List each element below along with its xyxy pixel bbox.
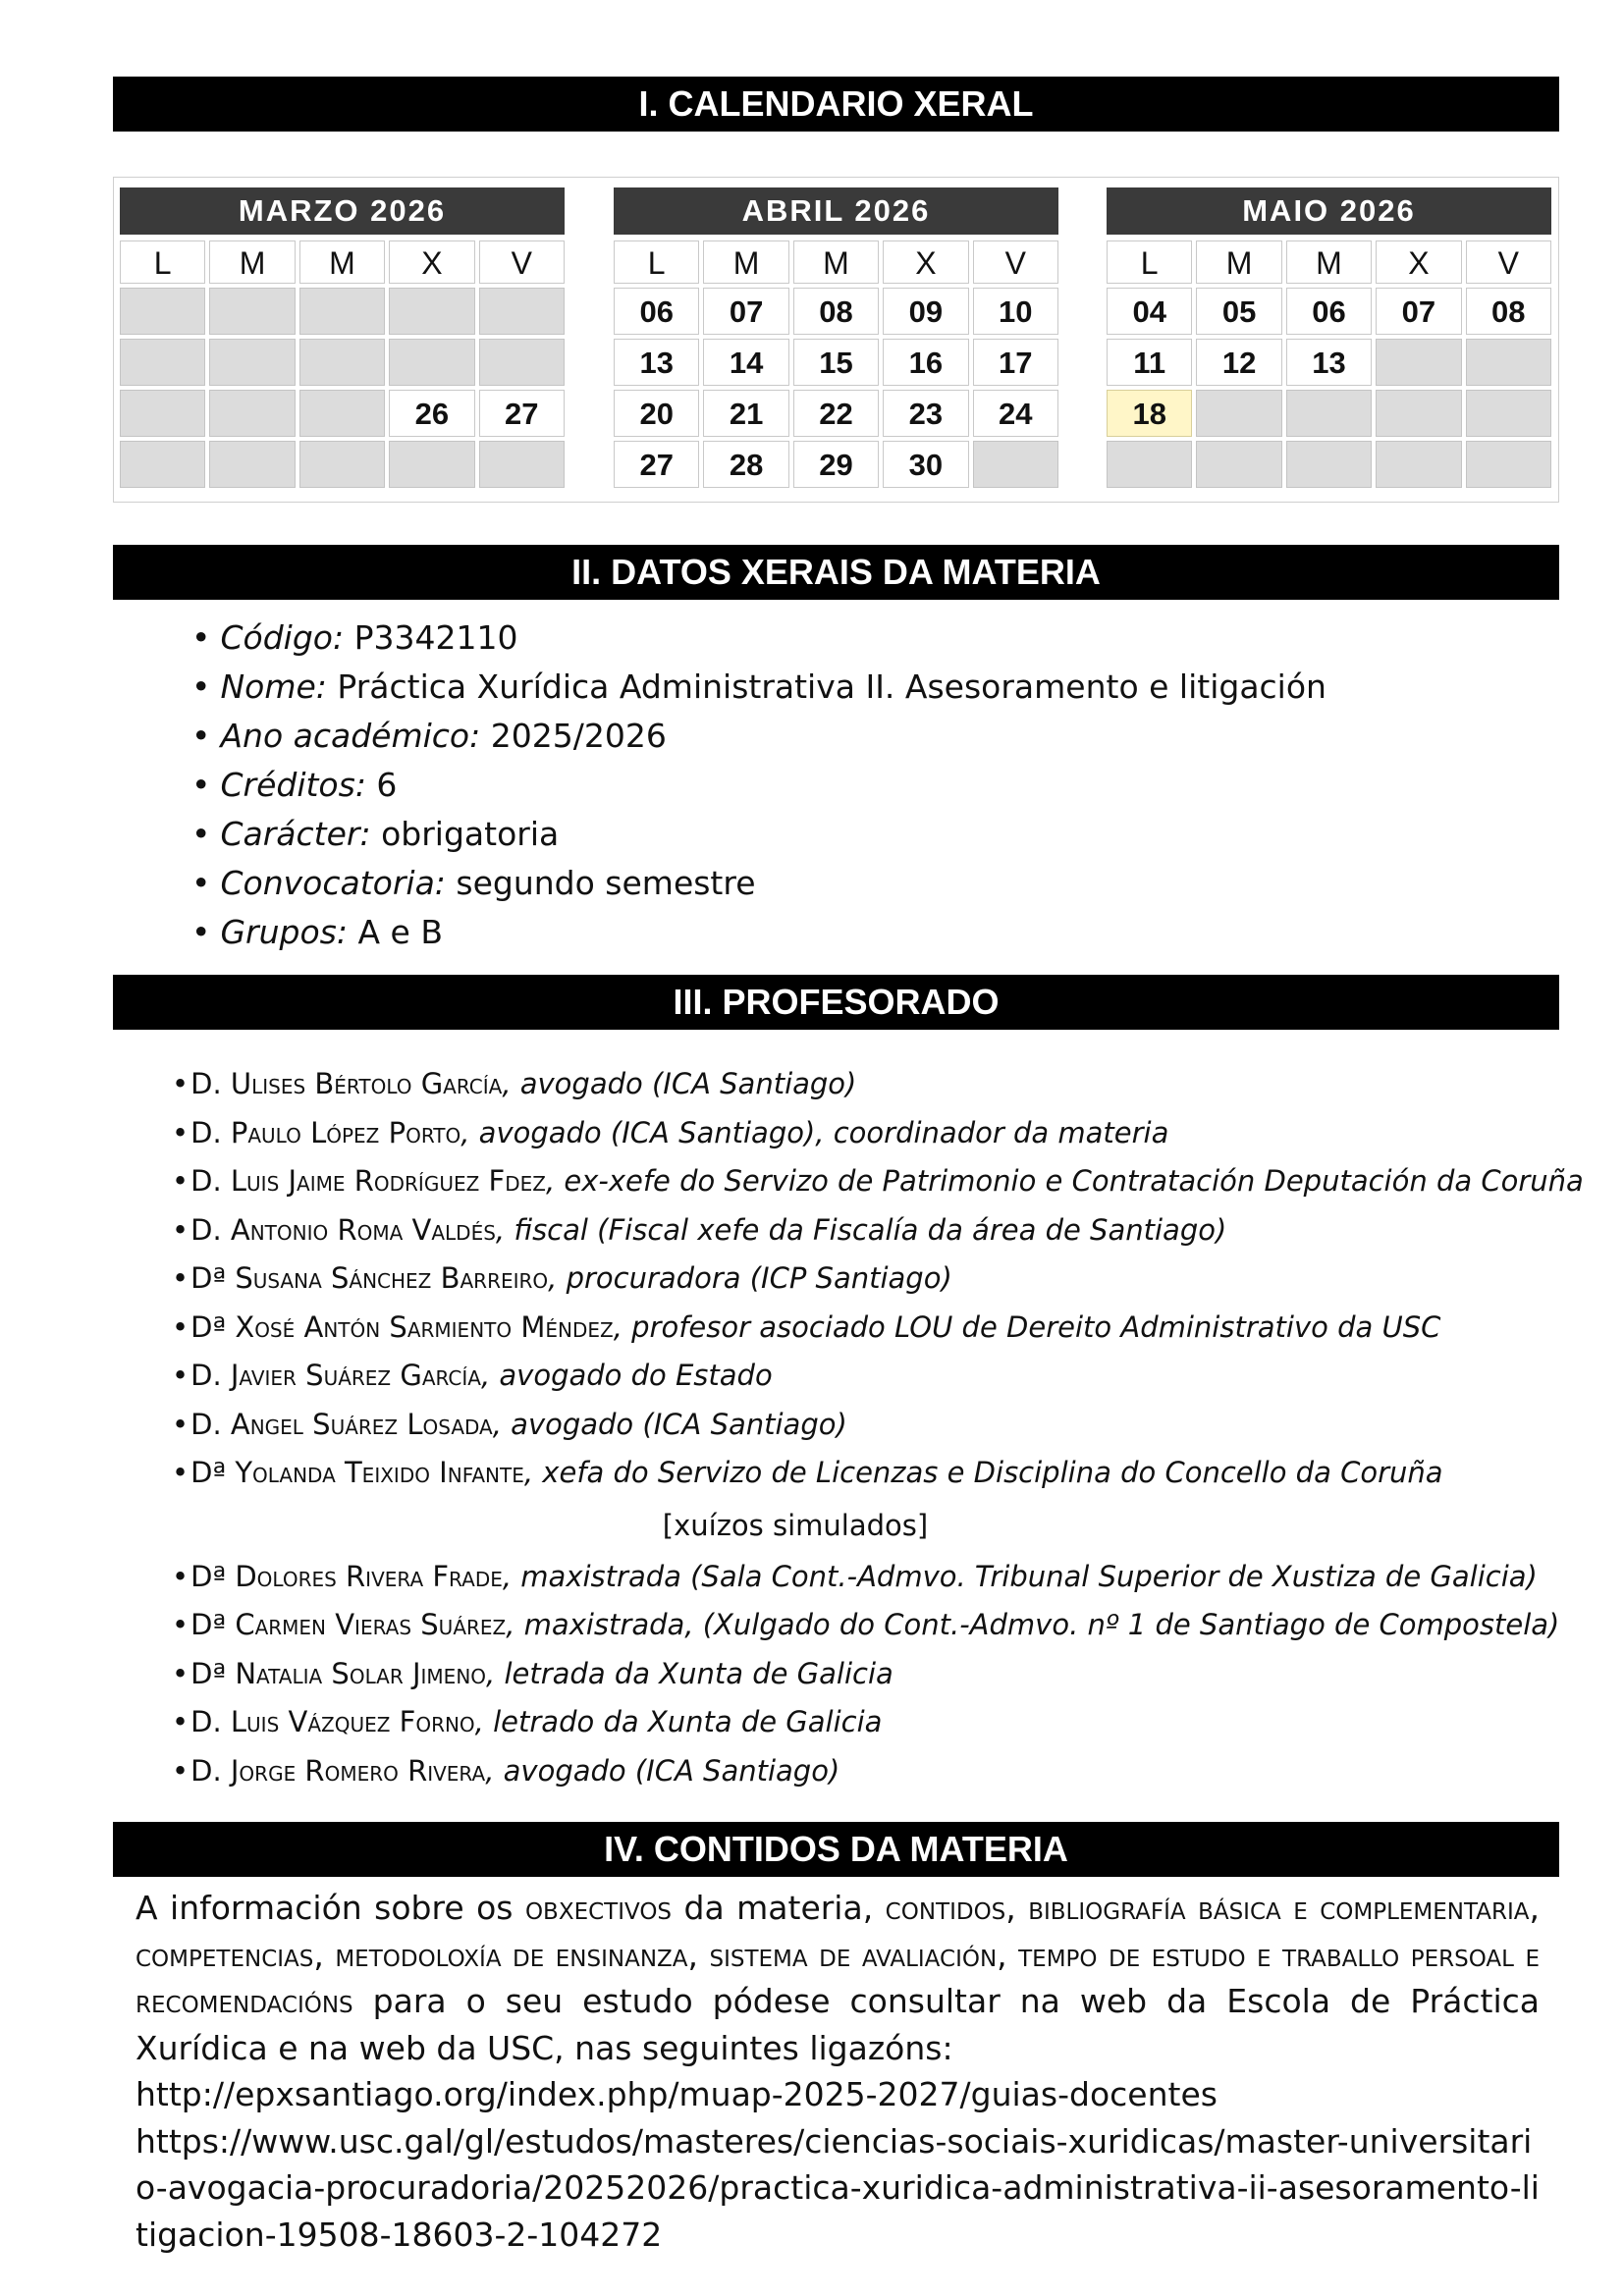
profesor-item [172, 1650, 1584, 1699]
profesor-item [172, 1157, 1584, 1206]
contidos-t2: obxectivos [524, 1889, 673, 1927]
datos-label: Ano académico: [220, 717, 481, 755]
section-title-datos: II. DATOS XERAIS DA MATERIA [113, 545, 1559, 600]
calendar-empty-cell [389, 441, 474, 488]
profesor-item [172, 1553, 1584, 1602]
profesor-name: D. Angel Suárez Losada [190, 1407, 493, 1441]
calendar-empty-cell [1196, 441, 1281, 488]
month-marzo [120, 187, 565, 500]
profesor-desc: , avogado (ICA Santiago) [492, 1407, 847, 1441]
contidos-t1: A información sobre os [135, 1889, 525, 1927]
calendar-day: 04 [1107, 288, 1192, 335]
link-usc[interactable]: https://www.usc.gal/gl/estudos/masteres/ciencias-sociais-xuridicas/master-universitario-avogacia-procuradoria/20252026/practica-xuridica-administrativa-ii-asesoramento-litigacion-19508-18603-2-104272 [135, 2121, 1540, 2254]
calendar-empty-cell [479, 441, 565, 488]
calendar-day: 27 [614, 441, 699, 488]
weekday-header: V [1466, 240, 1551, 284]
calendar-empty-cell [1466, 339, 1551, 386]
profesor-desc: , fiscal (Fiscal xefe da Fiscalía da área de Santiago) [495, 1212, 1227, 1247]
weekday-header: M [1286, 240, 1372, 284]
profesor-desc: , avogado (ICA Santiago), coordinador da materia [460, 1115, 1169, 1149]
profesor-desc: , profesor asociado LOU de Dereito Administrativo da USC [613, 1309, 1441, 1344]
calendar-day: 10 [973, 288, 1058, 335]
weekday-header: L [120, 240, 205, 284]
datos-label: Código: [220, 618, 345, 657]
calendar-empty-cell [1286, 441, 1372, 488]
datos-item [191, 908, 1326, 957]
profesor-name: Dª Xosé Antón Sarmiento Méndez [190, 1309, 614, 1344]
month-grid [120, 240, 565, 488]
calendar-empty-cell [209, 339, 295, 386]
section-title-calendario: I. CALENDARIO XERAL [113, 77, 1559, 132]
profesor-item [172, 1206, 1584, 1255]
weekday-header: L [614, 240, 699, 284]
calendar-day: 29 [793, 441, 879, 488]
profesor-desc: , avogado (ICA Santiago) [485, 1753, 840, 1788]
calendar-day: 18 [1107, 390, 1192, 437]
calendar-empty-cell [299, 339, 385, 386]
calendar-day: 12 [1196, 339, 1281, 386]
calendar-day: 28 [703, 441, 788, 488]
profesor-name: Dª Carmen Vieras Suárez [190, 1608, 507, 1641]
profesor-name: Dª Susana Sánchez Barreiro [190, 1261, 549, 1295]
profesor-item [172, 1601, 1584, 1650]
calendar-day: 30 [883, 441, 968, 488]
profesor-item [172, 1060, 1584, 1109]
calendar-day: 06 [614, 288, 699, 335]
profesor-desc: , avogado do Estado [480, 1359, 773, 1392]
weekday-header: V [973, 240, 1058, 284]
calendar-day: 15 [793, 339, 879, 386]
weekday-header: V [479, 240, 565, 284]
calendar-day: 13 [1286, 339, 1372, 386]
weekday-header: L [1107, 240, 1192, 284]
contidos-paragraph [135, 1885, 1540, 2071]
profesor-item [172, 1304, 1584, 1353]
datos-label: Grupos: [220, 913, 348, 951]
calendar-empty-cell [1376, 339, 1461, 386]
datos-label: Carácter: [220, 815, 371, 853]
profesor-desc: , maxistrada, (Xulgado do Cont.-Admvo. nº 1 de Santiago de Compostela) [506, 1608, 1560, 1641]
profesor-desc: , maxistrada (Sala Cont.-Admvo. Tribunal Superior de Xustiza de Galicia) [502, 1559, 1538, 1593]
profesor-item [172, 1352, 1584, 1401]
weekday-header: M [1196, 240, 1281, 284]
profesor-desc: , letrada da Xunta de Galicia [486, 1656, 893, 1690]
profesor-name: D. Jorge Romero Rivera [190, 1753, 486, 1788]
calendar-day: 07 [1376, 288, 1461, 335]
profesor-name: Dª Yolanda Teixido Infante [190, 1456, 524, 1489]
profesor-name: D. Antonio Roma Valdés [190, 1212, 496, 1247]
weekday-header: X [389, 240, 474, 284]
profesor-desc: , ex-xefe do Servizo de Patrimonio e Contratación Deputación da Coruña [545, 1164, 1584, 1198]
weekday-header: M [209, 240, 295, 284]
calendar-empty-cell [299, 390, 385, 437]
datos-item [191, 761, 1326, 810]
datos-value: Práctica Xurídica Administrativa II. Asesoramento e litigación [326, 667, 1326, 706]
profesor-desc: , avogado (ICA Santiago) [502, 1067, 857, 1100]
section-title-contidos: IV. CONTIDOS DA MATERIA [113, 1822, 1559, 1877]
profesor-item [172, 1109, 1584, 1158]
profesor-name: D. Luis Vázquez Forno [190, 1705, 475, 1738]
weekday-header: M [299, 240, 385, 284]
section-title-profesorado: III. PROFESORADO [113, 975, 1559, 1030]
datos-value: A e B [347, 913, 443, 951]
calendar-empty-cell [120, 339, 205, 386]
profesor-desc: , letrado da Xunta de Galicia [474, 1705, 883, 1738]
profesor-desc: , procuradora (ICP Santiago) [548, 1261, 952, 1295]
calendar-day: 22 [793, 390, 879, 437]
calendar-day: 27 [479, 390, 565, 437]
calendar-empty-cell [120, 288, 205, 335]
month-title: ABRIL 2026 [614, 187, 1058, 235]
profesor-desc: , xefa do Servizo de Licenzas e Disciplina do Concello da Coruña [523, 1456, 1443, 1489]
profesorado-note: [xuízos simulados] [662, 1508, 929, 1542]
calendar-empty-cell [1466, 390, 1551, 437]
contidos-t5: para o seu estudo pódese consultar na web da Escola de Práctica Xurídica e na web da USC, nas seguintes ligazóns: [135, 1982, 1540, 2067]
calendar-day: 13 [614, 339, 699, 386]
profesor-item [172, 1698, 1584, 1747]
calendar-day: 20 [614, 390, 699, 437]
calendar-day: 08 [793, 288, 879, 335]
profesor-name: D. Ulises Bértolo García [190, 1067, 503, 1100]
month-grid [614, 240, 1058, 488]
calendar-day: 23 [883, 390, 968, 437]
datos-item [191, 810, 1326, 859]
calendar-empty-cell [389, 288, 474, 335]
datos-label: Nome: [220, 667, 327, 706]
weekday-header: M [793, 240, 879, 284]
calendar-empty-cell [120, 441, 205, 488]
datos-item [191, 663, 1326, 712]
weekday-header: X [883, 240, 968, 284]
calendar-empty-cell [120, 390, 205, 437]
calendar-empty-cell [1376, 441, 1461, 488]
calendar-day: 26 [389, 390, 474, 437]
datos-value: 6 [365, 766, 398, 804]
calendar-empty-cell [1286, 390, 1372, 437]
profesor-item [172, 1449, 1584, 1498]
calendar-empty-cell [209, 390, 295, 437]
profesor-item [172, 1401, 1584, 1450]
month-title: MARZO 2026 [120, 187, 565, 235]
profesor-item [172, 1747, 1584, 1796]
profesor-name: D. Javier Suárez García [190, 1359, 481, 1392]
profesor-name: Dª Natalia Solar Jimeno [190, 1656, 487, 1690]
calendar-empty-cell [299, 441, 385, 488]
calendar-empty-cell [299, 288, 385, 335]
calendar-empty-cell [209, 441, 295, 488]
datos-item [191, 614, 1326, 663]
calendar-day: 24 [973, 390, 1058, 437]
datos-value: P3342110 [344, 618, 518, 657]
datos-label: Créditos: [220, 766, 366, 804]
link-guias-docentes[interactable]: http://epxsantiago.org/index.php/muap-2025-2027/guias-docentes [135, 2075, 1218, 2113]
calendar-empty-cell [479, 339, 565, 386]
datos-value: obrigatoria [370, 815, 560, 853]
calendar-empty-cell [973, 441, 1058, 488]
calendar-day: 11 [1107, 339, 1192, 386]
calendar-empty-cell [1466, 441, 1551, 488]
calendar-day: 16 [883, 339, 968, 386]
weekday-header: M [703, 240, 788, 284]
calendar-empty-cell [389, 339, 474, 386]
calendar [113, 177, 1559, 503]
datos-list [191, 614, 1326, 957]
calendar-day: 05 [1196, 288, 1281, 335]
calendar-day: 09 [883, 288, 968, 335]
datos-label: Convocatoria: [220, 864, 446, 902]
calendar-day: 17 [973, 339, 1058, 386]
profesor-name: D. Paulo López Porto [190, 1115, 461, 1149]
datos-item [191, 712, 1326, 761]
month-abril [614, 187, 1058, 500]
month-title: MAIO 2026 [1107, 187, 1551, 235]
profesor-item [172, 1255, 1584, 1304]
calendar-day: 21 [703, 390, 788, 437]
calendar-day: 06 [1286, 288, 1372, 335]
weekday-header: X [1376, 240, 1461, 284]
calendar-day: 14 [703, 339, 788, 386]
contidos-text [135, 1885, 1540, 2258]
datos-value: 2025/2026 [480, 717, 667, 755]
calendar-day: 07 [703, 288, 788, 335]
profesor-name: D. Luis Jaime Rodríguez Fdez [190, 1164, 546, 1198]
datos-item [191, 859, 1326, 908]
profesor-name: Dª Dolores Rivera Frade [190, 1559, 503, 1593]
calendar-empty-cell [1376, 390, 1461, 437]
calendar-empty-cell [1107, 441, 1192, 488]
month-maio [1107, 187, 1551, 500]
contidos-t3: da materia, [672, 1889, 886, 1927]
contidos-t4: contidos, bibliografía básica e complementaria, competencias, metodoloxía de ensinanza, sistema de avaliación, tempo de estudo e traballo persoal e recomendacións [135, 1889, 1540, 2020]
calendar-day: 08 [1466, 288, 1551, 335]
datos-value: segundo semestre [445, 864, 756, 902]
profesorado-list [172, 1060, 1584, 1795]
month-grid [1107, 240, 1551, 488]
calendar-empty-cell [1196, 390, 1281, 437]
calendar-empty-cell [479, 288, 565, 335]
calendar-empty-cell [209, 288, 295, 335]
